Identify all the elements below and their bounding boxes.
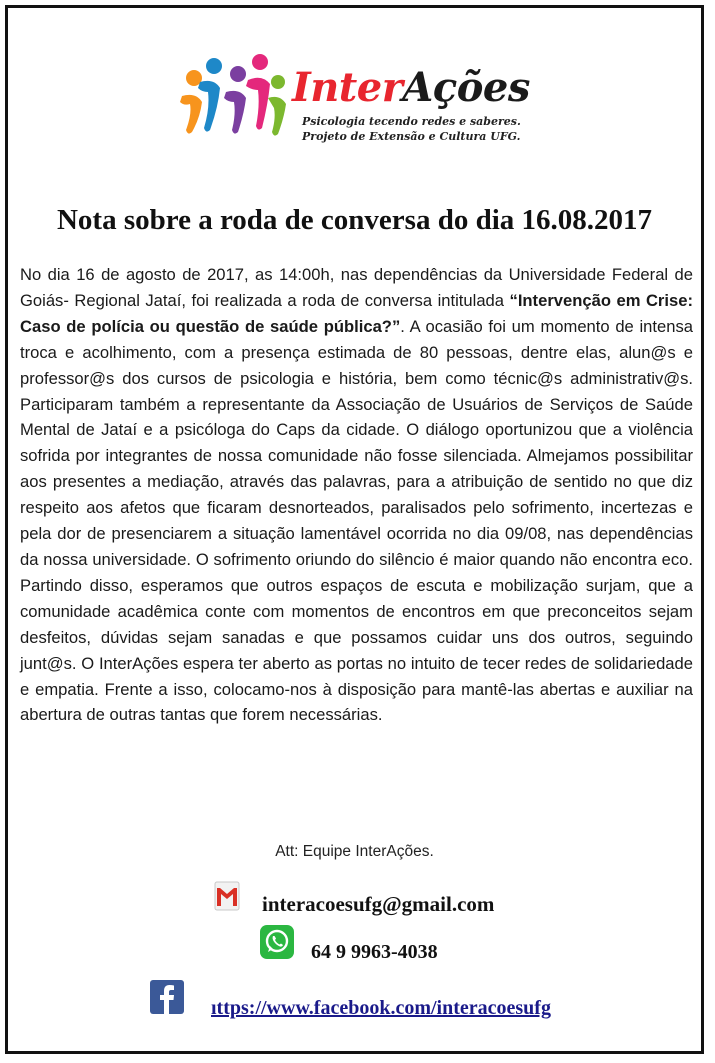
logo-project: Projeto de Extensão e Cultura UFG. [302, 130, 521, 143]
body-intro: No dia 16 de agosto de 2017, as 14:00h, nas dependências da Universidade Federal de Goiás- Regional Jataí, foi realizada a roda de conversa intitulada [20, 265, 693, 310]
logo-tagline: Psicologia tecendo redes e saberes. [302, 115, 521, 128]
note-body [20, 262, 693, 728]
logo-wordmark [292, 64, 530, 112]
interacoes-logo [178, 52, 538, 152]
people-logo-icon [178, 52, 288, 140]
logo-name-part2: Ações [402, 64, 530, 111]
whatsapp-icon [260, 925, 294, 959]
facebook-icon [150, 980, 184, 1014]
email-address[interactable]: interacoesufg@gmail.com [262, 892, 495, 916]
phone-number[interactable]: 64 9 9963-4038 [311, 941, 438, 963]
facebook-link[interactable]: ıttps://www.facebook.com/interacoesufg [211, 997, 551, 1019]
body-rest: . A ocasião foi um momento de intensa troca e acolhimento, com a presença estimada de 80 pessoas, dentre elas, alun@s e professor@s dos cursos de psicologia e história, bem como técnic@s administrativ@s. Participaram também a representante da Associação de Usuários de Serviços de Saúde Mental de Jataí e a psicóloga do Caps da cidade. O diálogo oportunizou que a violência sofrida por integrantes de nossa comunidade não fosse silenciada. Almejamos possibilitar aos presentes a mediação, através das palavras, para a atribuição de sentido no que diz respeito aos afetos que ficaram desnorteados, paralisados pelo sofrimento, incertezas e pela dor de presenciarem a situação lamentável ocorrida no dia 09/08, nas dependências da nossa universidade. O sofrimento oriundo do silêncio é maior quando não encontra eco. Partindo disso, esperamos que outros espaços de escuta e mobilização surjam, que a comunidade acadêmica conte com momentos de encontros em que preconceitos sejam desfeitos, dúvidas sejam sanadas e que possamos cuidar uns dos outros, seguindo junt@s. O InterAções espera ter aberto as portas no intuito de tecer redes de solidariedade e empatia. Frente a isso, colocamo-nos à disposição para mantê-las abertas e auxiliar na abertura de outras tantas que forem necessárias. [20, 316, 694, 725]
page-title: Nota sobre a roda de conversa do dia 16.08.2017 [56, 204, 653, 236]
event-title: “Intervenção em Crise: Caso de polícia ou questão de saúde pública?” [20, 290, 693, 336]
signature: Att: Equipe InterAções. [275, 843, 434, 860]
logo-name-part1: Inter [292, 64, 403, 111]
gmail-icon [214, 880, 240, 912]
